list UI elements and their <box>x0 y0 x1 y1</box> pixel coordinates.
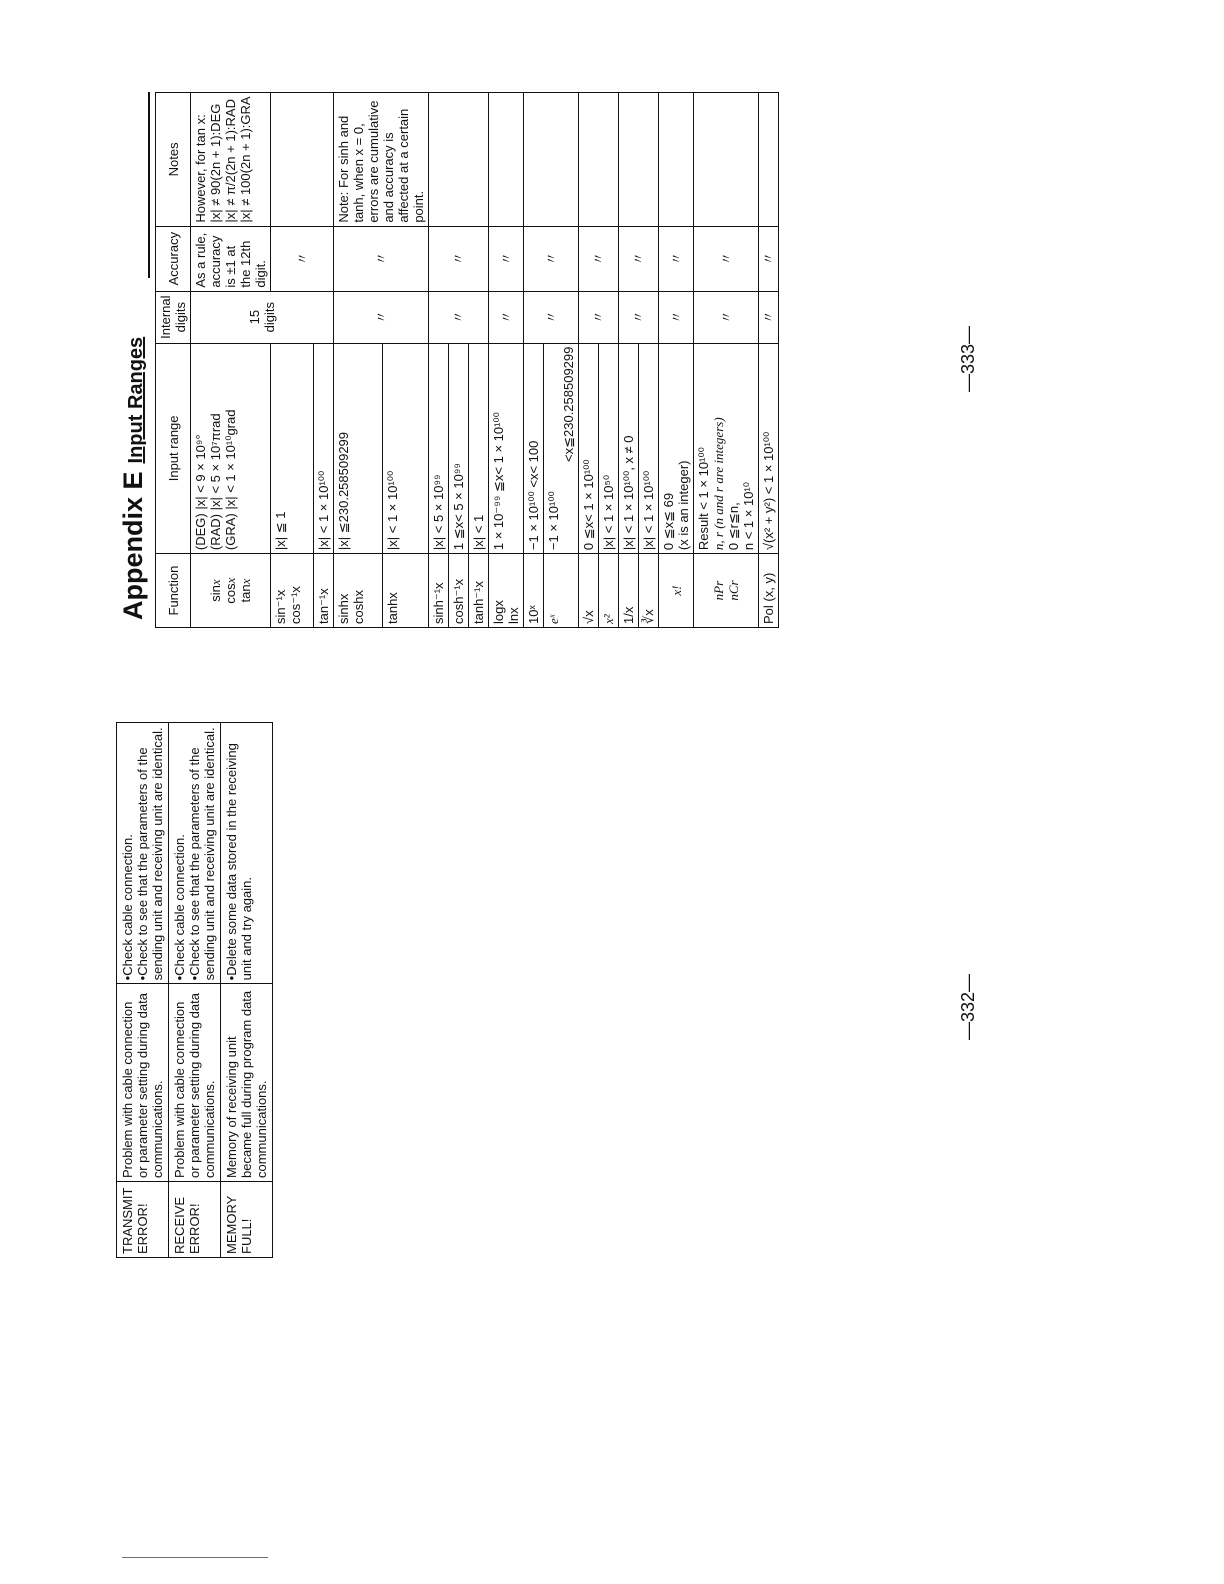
function-cell: Pol (x, y) <box>759 554 779 628</box>
ditto-cell: 〃 <box>524 226 579 291</box>
function-cell: eˣ <box>544 554 579 628</box>
ditto-cell: 〃 <box>429 226 489 291</box>
table-row <box>429 93 449 628</box>
list-item: • Delete some data stored in the receiving unit and try again. <box>224 726 254 980</box>
input-range-cell: 1 ≦x< 5 × 10⁹⁹ <box>449 343 469 553</box>
table-row <box>619 93 639 628</box>
notes-cell <box>524 93 579 227</box>
error-name-cell: RECEIVE ERROR! <box>169 1182 221 1258</box>
divider <box>122 1557 268 1558</box>
section-title: Input Ranges <box>125 336 147 464</box>
ditto-cell: 〃 <box>489 291 524 343</box>
ditto-cell: 〃 <box>429 291 489 343</box>
table-row <box>334 93 383 628</box>
table-row <box>579 93 599 628</box>
input-range-cell: √(x² + y²) < 1 × 10¹⁰⁰ <box>759 343 779 553</box>
input-range-cell: |x| < 1 × 10¹⁰⁰ <box>314 343 334 553</box>
table-header-row <box>156 93 191 628</box>
error-name-cell: TRANSMIT ERROR! <box>117 1182 169 1258</box>
page-332 <box>116 722 332 1258</box>
function-cell: 10ˣ <box>524 554 544 628</box>
page-number-332: —332— <box>958 973 978 1040</box>
function-cell: √x <box>579 554 599 628</box>
ditto-cell: 〃 <box>659 226 694 291</box>
input-range-cell: −1 × 10¹⁰⁰ <x< 100 <box>524 343 544 553</box>
error-countermeasure-cell <box>169 723 221 984</box>
page-number-333: —333— <box>958 325 978 392</box>
col-notes: Notes <box>156 93 191 227</box>
input-range-cell: |x| ≦ 1 <box>271 343 314 553</box>
table-row <box>759 93 779 628</box>
input-range-cell: 1 × 10⁻⁹⁹ ≦x< 1 × 10¹⁰⁰ <box>489 343 524 553</box>
function-cell: nPr nCr <box>694 554 759 628</box>
error-meaning-cell: Problem with cable connection or parameter setting during data communications. <box>169 984 221 1182</box>
appendix-title: Appendix E <box>118 471 148 620</box>
input-ranges-table <box>155 92 779 628</box>
notes-cell <box>579 93 619 227</box>
input-range-cell: |x| < 1 × 10⁵⁰ <box>599 343 619 553</box>
table-row <box>659 93 694 628</box>
internal-digits-cell: 15 digits <box>191 291 334 343</box>
input-range-cell: |x| < 1 × 10¹⁰⁰ <box>639 343 659 553</box>
ditto-cell: 〃 <box>619 226 659 291</box>
input-range-cell: 0 ≦x< 1 × 10¹⁰⁰ <box>579 343 599 553</box>
input-range-cell: Result < 1 × 10¹⁰⁰ n, r (n and r are integers) 0 ≦r≦n, n < 1 × 10¹⁰ <box>694 343 759 553</box>
notes-cell <box>659 93 694 227</box>
function-cell: tanhx <box>382 554 428 628</box>
table-row <box>117 723 169 1258</box>
function-cell: tanh⁻¹x <box>469 554 489 628</box>
appendix-heading <box>118 337 148 620</box>
page-333 <box>118 92 908 628</box>
heading-rule <box>148 92 150 278</box>
input-range-cell: 0 ≦x≦ 69 (x is an integer) <box>659 343 694 553</box>
ditto-cell: 〃 <box>334 226 429 291</box>
list-item: • Check to see that the parameters of the sending unit and receiving unit are identical. <box>135 726 165 980</box>
ditto-cell: 〃 <box>271 226 334 291</box>
col-internal-digits: Internal digits <box>156 291 191 343</box>
input-range-cell: (DEG) |x| < 9 × 10⁹° (RAD) |x| < 5 × 10⁷πrad (GRA) |x| < 1 × 10¹⁰grad <box>191 343 271 553</box>
notes-cell: Note: For sinh and tanh, when x = 0, errors are cumulative and accuracy is affected at a certain point. <box>334 93 429 227</box>
notes-cell <box>759 93 779 227</box>
function-cell: x² <box>599 554 619 628</box>
ditto-cell: 〃 <box>694 226 759 291</box>
ditto-cell: 〃 <box>579 291 619 343</box>
list-item: • Check cable connection. <box>172 726 187 980</box>
notes-cell <box>619 93 659 227</box>
table-row <box>694 93 759 628</box>
function-cell: cosh⁻¹x <box>449 554 469 628</box>
notes-cell <box>694 93 759 227</box>
function-cell: x! <box>659 554 694 628</box>
function-cell: logx lnx <box>489 554 524 628</box>
error-name-cell: MEMORY FULL! <box>221 1182 273 1258</box>
list-item: • Check cable connection. <box>120 726 135 980</box>
function-cell: sinhx coshx <box>334 554 383 628</box>
col-accuracy: Accuracy <box>156 226 191 291</box>
function-cell: tan⁻¹x <box>314 554 334 628</box>
function-cell: ∛x <box>639 554 659 628</box>
ditto-cell: 〃 <box>334 291 429 343</box>
error-meaning-cell: Problem with cable connection or parameter setting during data communications. <box>117 984 169 1182</box>
input-range-cell: |x| ≦230.258509299 <box>334 343 383 553</box>
function-cell: 1/x <box>619 554 639 628</box>
ditto-cell: 〃 <box>694 291 759 343</box>
error-countermeasure-cell <box>221 723 273 984</box>
col-function: Function <box>156 554 191 628</box>
function-cell: sin⁻¹x cos⁻¹x <box>271 554 314 628</box>
input-range-cell: |x| < 5 × 10⁹⁹ <box>429 343 449 553</box>
error-messages-table <box>116 722 273 1258</box>
ditto-cell: 〃 <box>579 226 619 291</box>
ditto-cell: 〃 <box>619 291 659 343</box>
error-meaning-cell: Memory of receiving unit became full during program data communications. <box>221 984 273 1182</box>
notes-cell <box>489 93 524 227</box>
accuracy-cell: As a rule, accuracy is ±1 at the 12th digit. <box>191 226 271 291</box>
input-range-cell: |x| < 1 × 10¹⁰⁰ <box>382 343 428 553</box>
function-cell: sinh⁻¹x <box>429 554 449 628</box>
input-range-cell: |x| < 1 <box>469 343 489 553</box>
table-row <box>221 723 273 1258</box>
input-range-cell: |x| < 1 × 10¹⁰⁰, x ≠ 0 <box>619 343 639 553</box>
ditto-cell: 〃 <box>489 226 524 291</box>
ditto-cell: 〃 <box>659 291 694 343</box>
input-range-cell: −1 × 10¹⁰⁰ <x≦230.258509299 <box>544 343 579 553</box>
table-row <box>191 93 271 628</box>
ditto-cell: 〃 <box>524 291 579 343</box>
notes-cell: However, for tan x: |x| ≠ 90(2n + 1):DEG |x| ≠ π/2(2n + 1):RAD |x| ≠ 100(2n + 1):GRA <box>191 93 271 227</box>
ditto-cell: 〃 <box>759 226 779 291</box>
notes-cell <box>429 93 489 227</box>
notes-cell <box>271 93 334 227</box>
error-countermeasure-cell <box>117 723 169 984</box>
list-item: • Check to see that the parameters of the sending unit and receiving unit are identical. <box>187 726 217 980</box>
table-row <box>524 93 544 628</box>
ditto-cell: 〃 <box>759 291 779 343</box>
table-row <box>489 93 524 628</box>
table-row <box>271 93 314 628</box>
col-input-range: Input range <box>156 343 191 553</box>
table-row <box>169 723 221 1258</box>
function-cell: sinx cosx tanx <box>191 554 271 628</box>
